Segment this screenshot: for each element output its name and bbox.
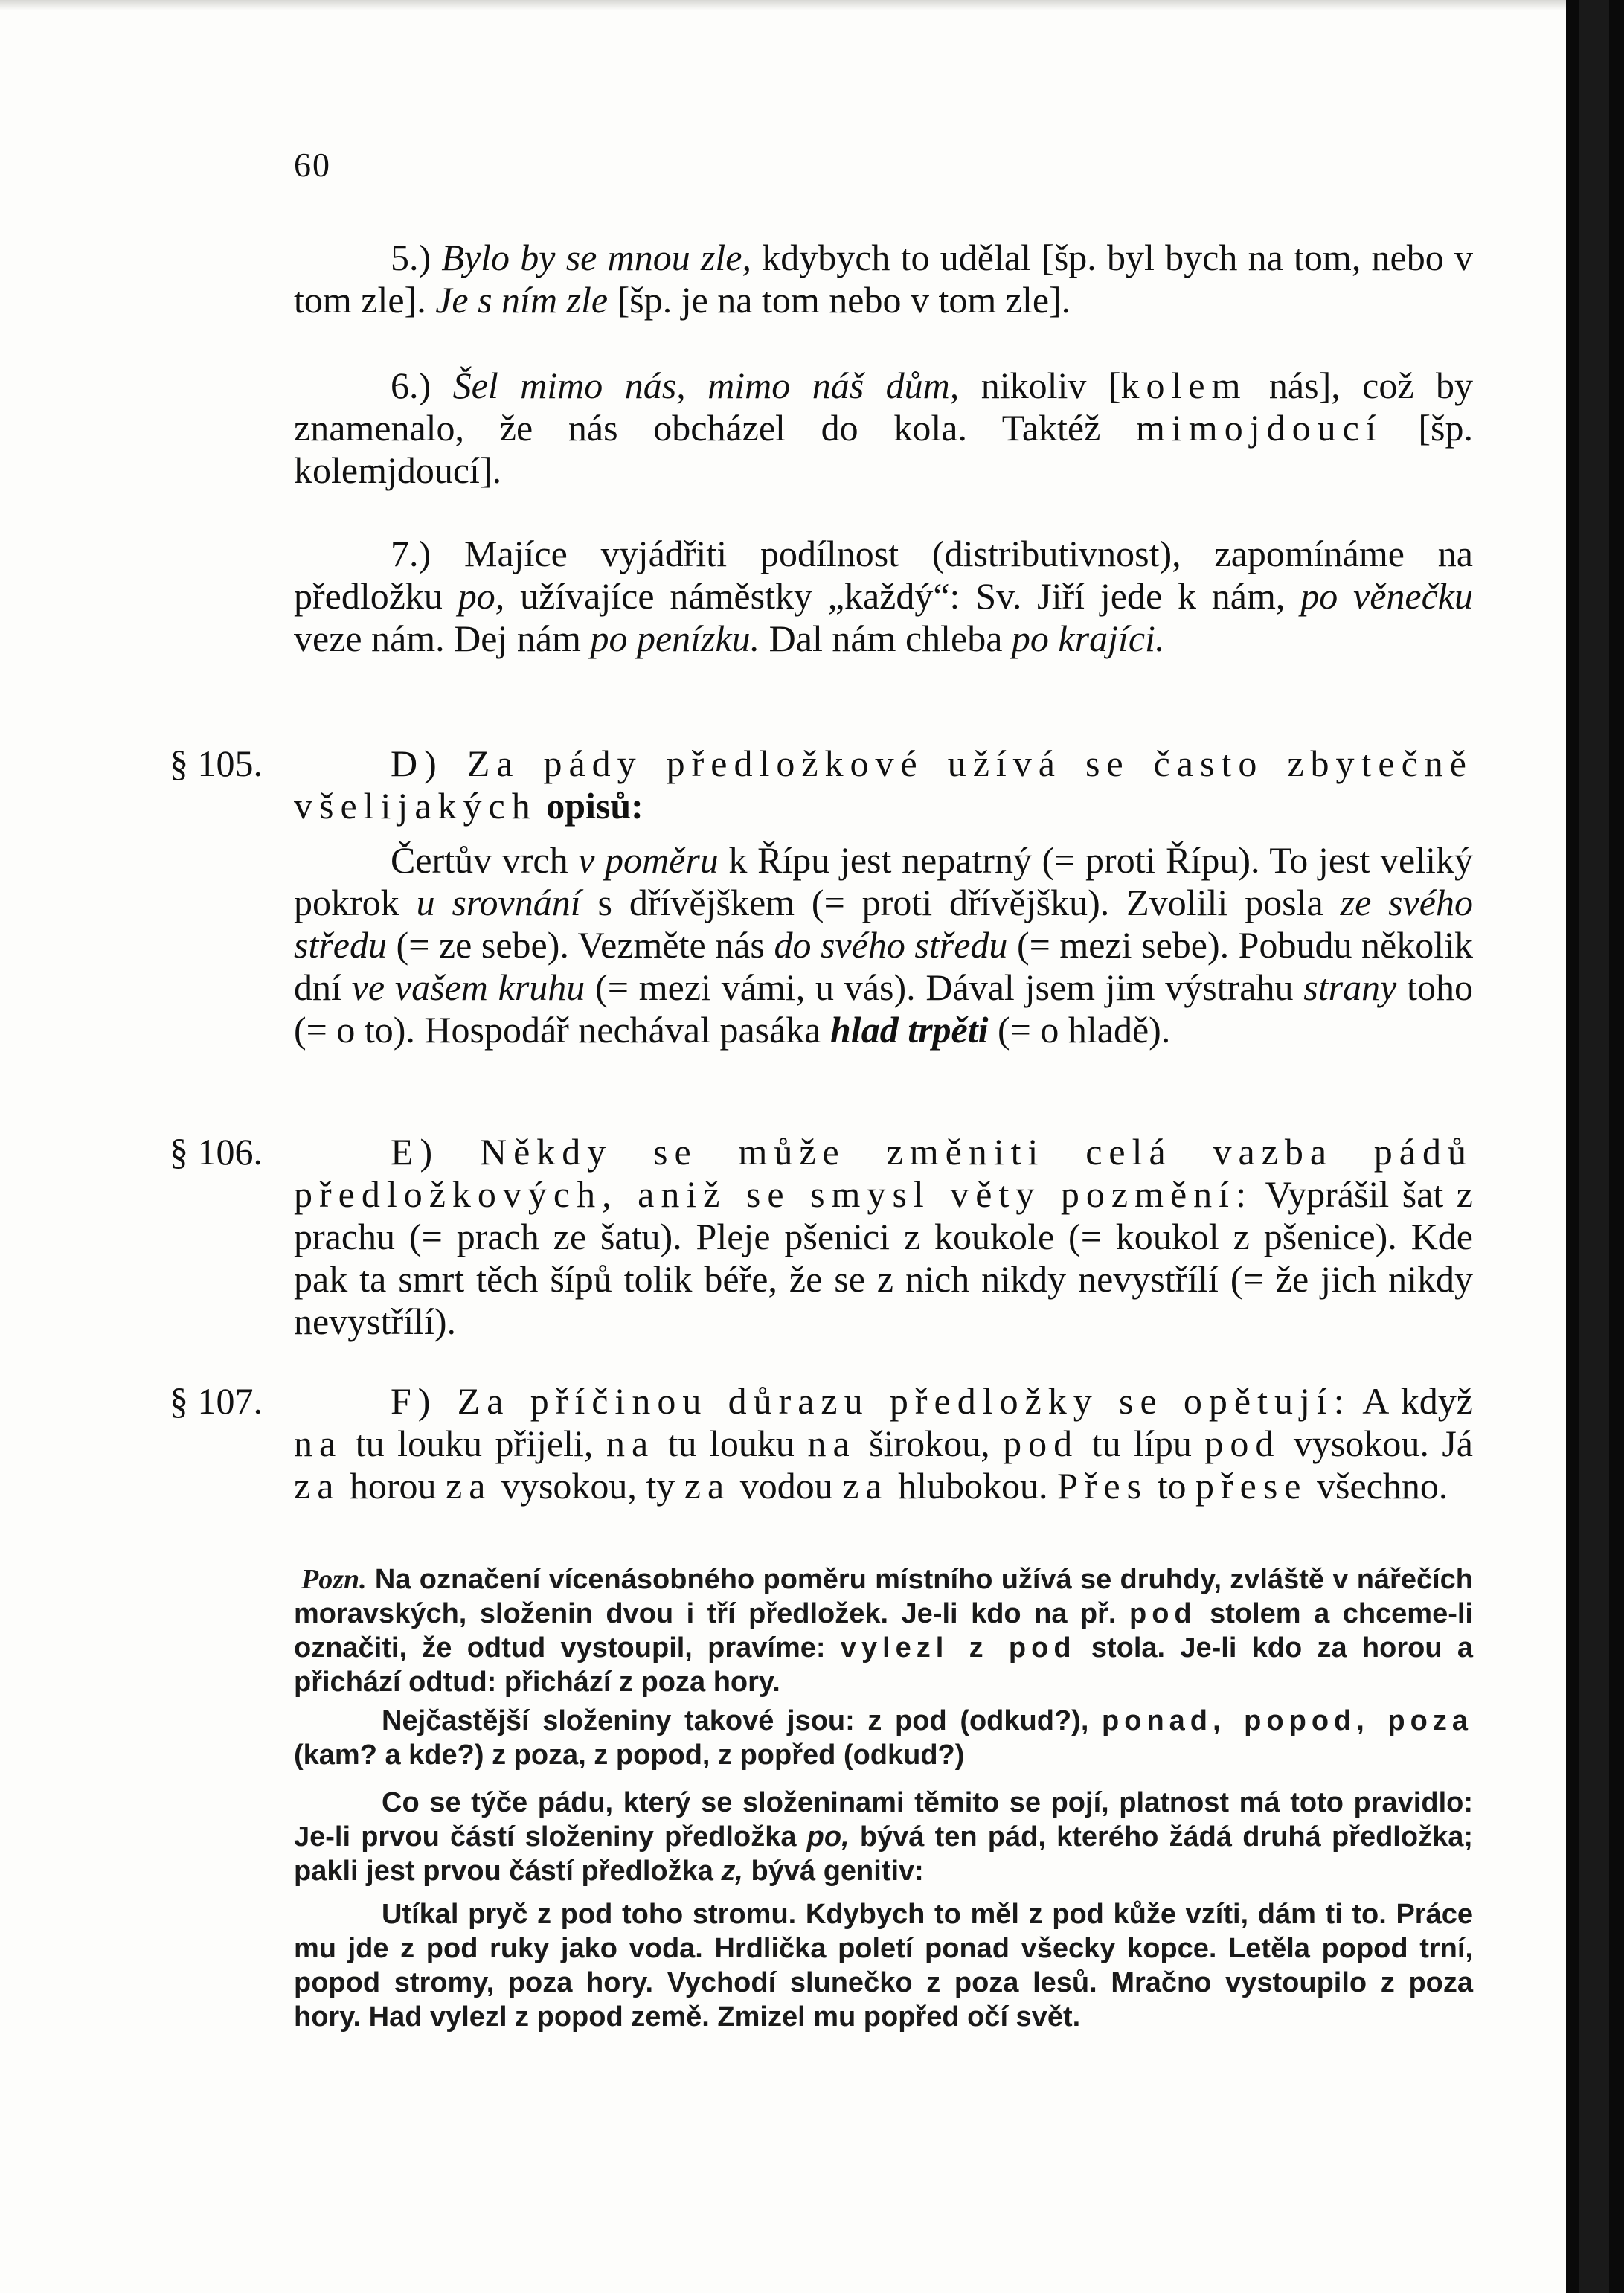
note-paragraph-4: Utíkal pryč z pod toho stromu. Kdybych to měl z pod kůže vzíti, dám ti to. Práce mu jde z pod ruky jako voda. Hrdlička poletí ponad všecky kopce. Letěla popod trní, popod stromy, poza hory. Vychodí slunečko z poza lesů. Mračno vystoupilo z poza hory. Had vylezl z popod země. Zmizel mu popřed očí svět. <box>294 1899 1473 2033</box>
item-6: 6.) Šel mimo nás, mimo náš dům, nikoliv [kolem nás], což by znamenalo, že nás obcházel do kola. Taktéž mimojdoucí [šp. kolemjdoucí]. <box>294 365 1474 491</box>
scan-border <box>1566 0 1624 2293</box>
note-paragraph-1: Pozn. Na označení vícenásobného poměru místního užívá se druhdy, zvláště v nářečích moravských, složenin dvou i tří předložek. Je-li kdo na př. pod stolem a chceme-li označiti, že odtud vystoupil, pravíme: vylezl z pod stola. Je-li kdo za horou a přichází odtud: přichází z poza hory. <box>294 1564 1473 1698</box>
section-105-heading: D) Za pády předložkové užívá se často zbytečně všelijakých opisů: <box>294 743 1473 827</box>
note-paragraph-2: Nejčastější složeniny takové jsou: z pod (odkud?), ponad, popod, poza (kam? a kde?) z poza, z popod, z popřed (odkud?) <box>294 1705 1473 1771</box>
note-paragraph-3: Co se týče pádu, který se složeninami těmito se pojí, platnost má toto pravidlo: Je-li prvou částí složeniny předložka po, bývá ten pád, kterého žádá druhá předložka; pakli jest prvou částí předložka z, bývá genitiv: <box>294 1787 1473 1887</box>
section-105-text: Čertův vrch v poměru k Řípu jest nepatrný (= proti Řípu). To jest veliký pokrok u srovnání s dřívějškem (= proti dřívějšku). Zvolili posla ze svého středu (= ze sebe). Vezměte nás do svého středu (= mezi sebe). Pobudu několik dní ve vašem kruhu (= mezi vámi, u vás). Dával jsem jim výstrahu strany toho (= o to). Hospodář nechával pasáka hlad trpěti (= o hladě). <box>294 839 1474 1051</box>
page-top-shadow <box>0 0 1566 10</box>
item-5: 5.) Bylo by se mnou zle, kdybych to udělal [šp. byl bych na tom, nebo v tom zle]. Je s ním zle [šp. je na tom nebo v tom zle]. <box>294 237 1473 321</box>
section-106-number: § 106. <box>170 1131 263 1173</box>
page-number: 60 <box>294 146 331 184</box>
item-7: 7.) Majíce vyjádřiti podílnost (distributivnost), zapomínáme na předložku po, užívajíce náměstky „každý“: Sv. Jiří jede k nám, po věnečku veze nám. Dej nám po penízku. Dal nám chleba po krajíci. <box>294 533 1473 659</box>
section-107-number: § 107. <box>170 1380 263 1422</box>
section-106-text: E) Někdy se může změniti celá vazba pádů předložkových, aniž se smysl věty pozmění: Vyprášil šat z prachu (= prach ze šatu). Pleje pšenici z koukole (= koukol z pšenice). Kde pak ta smrt těch šípů tolik béře, že se z nich nikdy nevystřílí (= že jich nikdy nevystřílí). <box>294 1131 1473 1342</box>
section-105-number: § 105. <box>170 743 263 784</box>
section-107-text: F) Za příčinou důrazu předložky se opětují: A když na tu louku přijeli, na tu louku na širokou, pod tu lípu pod vysokou. Já za horou za vysokou, ty za vodou za hlubokou. Přes to přese všechno. <box>294 1380 1473 1507</box>
